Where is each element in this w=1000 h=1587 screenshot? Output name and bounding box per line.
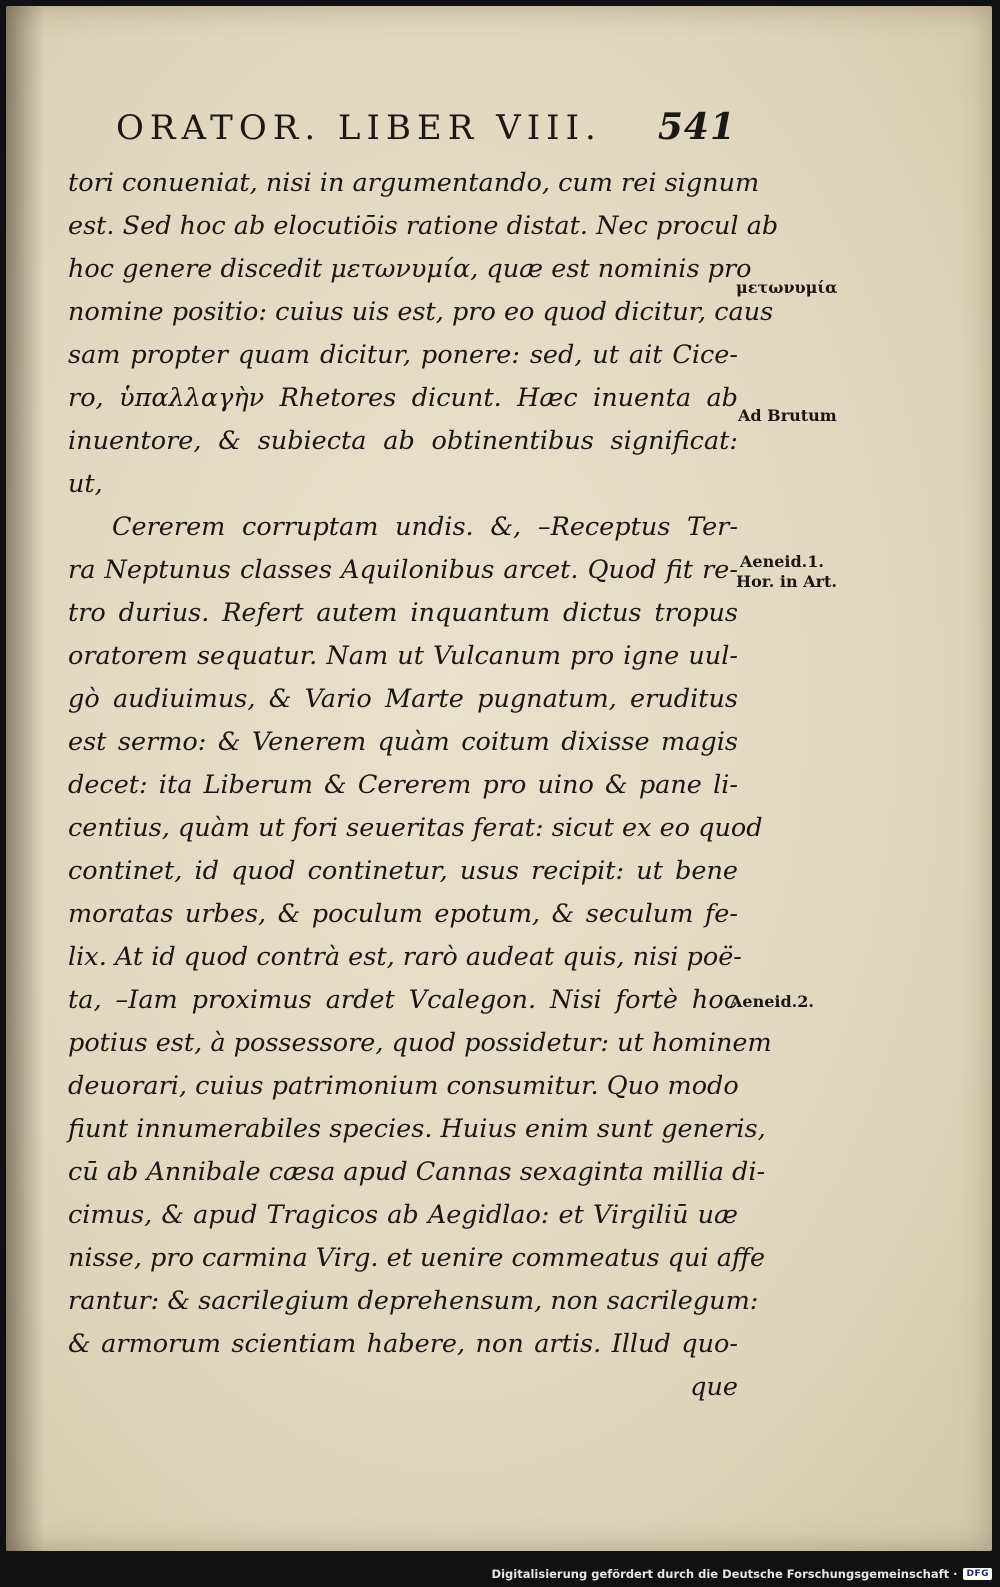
book-page bbox=[6, 6, 992, 1551]
text-line: tori conueniat, nisi in argumentando, cum rei signum bbox=[68, 168, 760, 198]
text-line: rantur: & sacrilegium deprehensum, non sacrilegum: bbox=[68, 1286, 759, 1316]
text-line: nisse, pro carmina Virg. et uenire commeatus qui affe bbox=[68, 1243, 766, 1273]
footer-credit-text: Digitalisierung gefördert durch die Deutsche Forschungsgemeinschaft · bbox=[491, 1567, 958, 1581]
text-line: & armorum scientiam habere, non artis. Illud quo- bbox=[68, 1329, 738, 1359]
running-head-title: ORATOR. LIBER VIII. bbox=[116, 108, 602, 148]
footer-credit bbox=[492, 1567, 992, 1581]
dfg-logo-icon: DFG bbox=[963, 1568, 992, 1580]
text-line: potius est, à possessore, quod possidetur: ut hominem bbox=[68, 1028, 772, 1058]
text-line: lix. At id quod contrà est, rarò audeat quis, nisi poë- bbox=[68, 942, 742, 972]
margin-note-aeneid-2: Aeneid.2. bbox=[730, 992, 814, 1011]
text-line: hoc genere discedit μετωνυμία, quæ est nominis pro bbox=[68, 254, 752, 284]
text-line: moratas urbes, & poculum epotum, & seculum fe- bbox=[68, 899, 738, 929]
running-head bbox=[116, 106, 736, 148]
margin-note-metonymia: μετωνυμία bbox=[736, 278, 838, 297]
text-line: ut, bbox=[68, 469, 103, 499]
text-line: deuorari, cuius patrimonium consumitur. Quo modo bbox=[68, 1071, 739, 1101]
margin-note-ad-brutum: Ad Brutum bbox=[738, 406, 837, 425]
text-line: gò audiuimus, & Vario Marte pugnatum, eruditus bbox=[68, 684, 738, 714]
page-number: 541 bbox=[657, 106, 736, 148]
catchword: que bbox=[690, 1372, 738, 1402]
text-line: oratorem sequatur. Nam ut Vulcanum pro igne uul- bbox=[68, 641, 738, 671]
text-line: ra Neptunus classes Aquilonibus arcet. Quod fit re- bbox=[68, 555, 738, 585]
text-line: cū ab Annibale cæsa apud Cannas sexaginta millia di- bbox=[68, 1157, 766, 1187]
text-line: ta, –Iam proximus ardet Vcalegon. Nisi fortè hoc bbox=[68, 985, 738, 1015]
text-line-indented: Cererem corruptam undis. &, –Receptus Ter- bbox=[112, 512, 738, 542]
text-line: decet: ita Liberum & Cererem pro uino & pane li- bbox=[68, 770, 738, 800]
text-line: est. Sed hoc ab elocutiōis ratione distat. Nec procul ab bbox=[68, 211, 779, 241]
text-line: ro, ὑπαλλαγὴν Rhetores dicunt. Hæc inuenta ab bbox=[68, 383, 738, 413]
text-line: nomine positio: cuius uis est, pro eo quod dicitur, caus bbox=[68, 297, 774, 327]
text-line: cimus, & apud Tragicos ab Aegidlao: et Virgiliū uæ bbox=[68, 1200, 738, 1230]
text-line: continet, id quod continetur, usus recipit: ut bene bbox=[68, 856, 738, 886]
text-line: est sermo: & Venerem quàm coitum dixisse magis bbox=[68, 727, 738, 757]
text-line: inuentore, & subiecta ab obtinentibus significat: bbox=[68, 426, 738, 456]
text-line: centius, quàm ut fori seueritas ferat: sicut ex eo quod bbox=[68, 813, 763, 843]
text-line: sam propter quam dicitur, ponere: sed, ut ait Cice- bbox=[68, 340, 738, 370]
text-line: fiunt innumerabiles species. Huius enim sunt generis, bbox=[68, 1114, 766, 1144]
text-line: tro durius. Refert autem inquantum dictus tropus bbox=[68, 598, 738, 628]
margin-note-aeneid-1: Aeneid.1. bbox=[740, 552, 824, 571]
margin-note-hor-in-art: Hor. in Art. bbox=[736, 572, 837, 591]
gutter-shadow bbox=[6, 6, 44, 1551]
